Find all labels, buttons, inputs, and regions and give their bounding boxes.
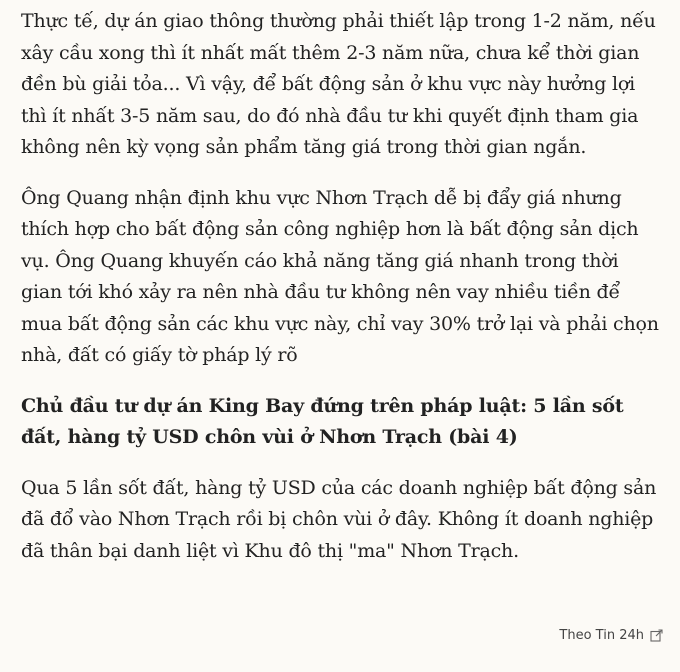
- source-label: Theo Tin 24h: [559, 628, 644, 643]
- related-article-link[interactable]: Chủ đầu tư dự án King Bay đứng trên pháp luật: 5 lần sốt đất, hàng tỷ USD chôn vùi ở Nhơn Trạch (bài 4): [21, 394, 624, 448]
- article-paragraph: Qua 5 lần sốt đất, hàng tỷ USD của các doanh nghiệp bất động sản đã đổ vào Nhơn Trạch rồi bị chôn vùi ở đây. Không ít doanh nghiệp đã thân bại danh liệt vì Khu đô thị "ma" Nhơn Trạch.: [21, 476, 657, 562]
- article-paragraph: Ông Quang nhận định khu vực Nhơn Trạch dễ bị đẩy giá nhưng thích hợp cho bất động sản công nghiệp hơn là bất động sản dịch vụ. Ông Quang khuyến cáo khả năng tăng giá nhanh trong thời gian tới khó xảy ra nên nhà đầu tư không nên vay nhiều tiền để mua bất động sản các khu vực này, chỉ vay 30% trở lại và phải chọn nhà, đất có giấy tờ pháp lý rõ: [21, 186, 659, 366]
- article-paragraph: Thực tế, dự án giao thông thường phải thiết lập trong 1-2 năm, nếu xây cầu xong thì ít nhất mất thêm 2-3 năm nữa, chưa kể thời gian đền bù giải tỏa... Vì vậy, để bất động sản ở khu vực này hưởng lợi thì ít nhất 3-5 năm sau, do đó nhà đầu tư khi quyết định tham gia không nên kỳ vọng sản phẩm tăng giá trong thời gian ngắn.: [21, 10, 656, 158]
- external-link-icon: [650, 629, 663, 642]
- source-link[interactable]: [559, 628, 663, 643]
